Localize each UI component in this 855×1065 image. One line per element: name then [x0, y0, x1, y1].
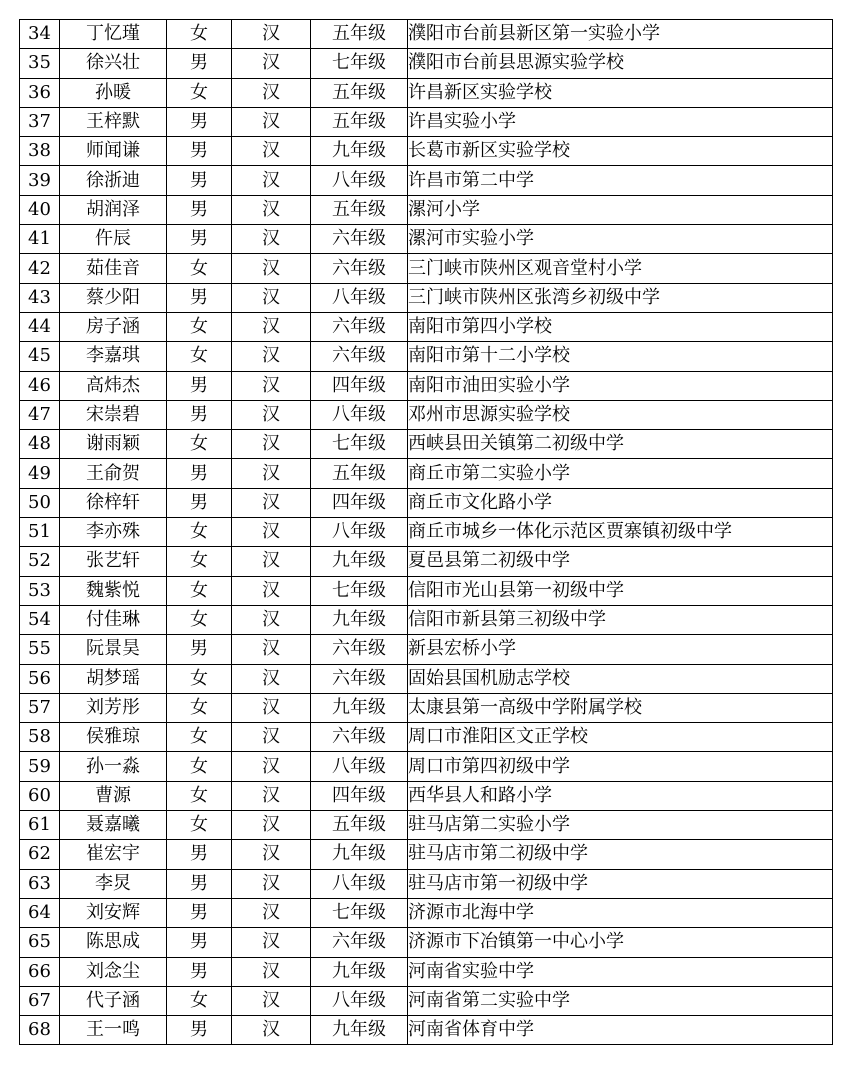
table-row: [20, 693, 833, 722]
table-row: [20, 518, 833, 547]
gender-cell: 女: [167, 547, 232, 576]
row-number-cell: 48: [20, 430, 60, 459]
grade-cell: 七年级: [311, 49, 408, 78]
row-number-cell: 59: [20, 752, 60, 781]
gender-cell: 男: [167, 869, 232, 898]
gender-cell: 女: [167, 342, 232, 371]
row-number-cell: 49: [20, 459, 60, 488]
ethnicity-cell: 汉: [232, 635, 311, 664]
gender-cell: 女: [167, 312, 232, 341]
school-cell: 濮阳市台前县思源实验学校: [408, 49, 833, 78]
student-roster-sheet: [19, 19, 833, 1045]
gender-cell: 男: [167, 928, 232, 957]
grade-cell: 五年级: [311, 107, 408, 136]
school-cell: 驻马店第二实验小学: [408, 811, 833, 840]
school-cell: 长葛市新区实验学校: [408, 137, 833, 166]
gender-cell: 女: [167, 576, 232, 605]
grade-cell: 六年级: [311, 342, 408, 371]
row-number-cell: 57: [20, 693, 60, 722]
gender-cell: 男: [167, 137, 232, 166]
gender-cell: 男: [167, 195, 232, 224]
table-row: [20, 137, 833, 166]
student-name-cell: 李炅: [60, 869, 167, 898]
row-number-cell: 35: [20, 49, 60, 78]
table-row: [20, 459, 833, 488]
grade-cell: 八年级: [311, 283, 408, 312]
ethnicity-cell: 汉: [232, 664, 311, 693]
grade-cell: 六年级: [311, 312, 408, 341]
student-name-cell: 孙一淼: [60, 752, 167, 781]
school-cell: 济源市北海中学: [408, 898, 833, 927]
grade-cell: 六年级: [311, 664, 408, 693]
school-cell: 漯河小学: [408, 195, 833, 224]
school-cell: 河南省体育中学: [408, 1016, 833, 1045]
table-row: [20, 254, 833, 283]
grade-cell: 五年级: [311, 20, 408, 49]
ethnicity-cell: 汉: [232, 371, 311, 400]
gender-cell: 男: [167, 488, 232, 517]
roster-body: [20, 20, 833, 1045]
grade-cell: 八年级: [311, 986, 408, 1015]
row-number-cell: 66: [20, 957, 60, 986]
ethnicity-cell: 汉: [232, 1016, 311, 1045]
student-name-cell: 李嘉琪: [60, 342, 167, 371]
gender-cell: 女: [167, 254, 232, 283]
grade-cell: 四年级: [311, 781, 408, 810]
school-cell: 许昌市第二中学: [408, 166, 833, 195]
grade-cell: 八年级: [311, 752, 408, 781]
row-number-cell: 52: [20, 547, 60, 576]
ethnicity-cell: 汉: [232, 869, 311, 898]
gender-cell: 女: [167, 78, 232, 107]
table-row: [20, 1016, 833, 1045]
table-row: [20, 195, 833, 224]
school-cell: 河南省实验中学: [408, 957, 833, 986]
gender-cell: 女: [167, 986, 232, 1015]
ethnicity-cell: 汉: [232, 342, 311, 371]
table-row: [20, 928, 833, 957]
row-number-cell: 68: [20, 1016, 60, 1045]
school-cell: 三门峡市陕州区张湾乡初级中学: [408, 283, 833, 312]
gender-cell: 男: [167, 225, 232, 254]
school-cell: 南阳市第四小学校: [408, 312, 833, 341]
ethnicity-cell: 汉: [232, 928, 311, 957]
student-name-cell: 高炜杰: [60, 371, 167, 400]
grade-cell: 八年级: [311, 166, 408, 195]
table-row: [20, 49, 833, 78]
grade-cell: 八年级: [311, 869, 408, 898]
student-name-cell: 胡梦瑶: [60, 664, 167, 693]
ethnicity-cell: 汉: [232, 488, 311, 517]
grade-cell: 五年级: [311, 195, 408, 224]
student-name-cell: 蔡少阳: [60, 283, 167, 312]
student-name-cell: 刘芳彤: [60, 693, 167, 722]
ethnicity-cell: 汉: [232, 459, 311, 488]
grade-cell: 五年级: [311, 811, 408, 840]
student-name-cell: 张艺轩: [60, 547, 167, 576]
table-row: [20, 752, 833, 781]
row-number-cell: 34: [20, 20, 60, 49]
school-cell: 邓州市思源实验学校: [408, 400, 833, 429]
gender-cell: 女: [167, 664, 232, 693]
grade-cell: 六年级: [311, 928, 408, 957]
school-cell: 济源市下冶镇第一中心小学: [408, 928, 833, 957]
student-name-cell: 徐浙迪: [60, 166, 167, 195]
gender-cell: 女: [167, 781, 232, 810]
gender-cell: 女: [167, 20, 232, 49]
row-number-cell: 40: [20, 195, 60, 224]
student-name-cell: 孙暖: [60, 78, 167, 107]
school-cell: 商丘市文化路小学: [408, 488, 833, 517]
grade-cell: 九年级: [311, 693, 408, 722]
grade-cell: 九年级: [311, 1016, 408, 1045]
ethnicity-cell: 汉: [232, 312, 311, 341]
ethnicity-cell: 汉: [232, 518, 311, 547]
gender-cell: 男: [167, 371, 232, 400]
row-number-cell: 47: [20, 400, 60, 429]
school-cell: 周口市淮阳区文正学校: [408, 723, 833, 752]
grade-cell: 七年级: [311, 898, 408, 927]
ethnicity-cell: 汉: [232, 957, 311, 986]
school-cell: 西华县人和路小学: [408, 781, 833, 810]
school-cell: 河南省第二实验中学: [408, 986, 833, 1015]
table-row: [20, 166, 833, 195]
row-number-cell: 60: [20, 781, 60, 810]
grade-cell: 五年级: [311, 78, 408, 107]
school-cell: 漯河市实验小学: [408, 225, 833, 254]
ethnicity-cell: 汉: [232, 166, 311, 195]
gender-cell: 男: [167, 283, 232, 312]
ethnicity-cell: 汉: [232, 781, 311, 810]
student-name-cell: 王梓默: [60, 107, 167, 136]
student-name-cell: 王一鸣: [60, 1016, 167, 1045]
row-number-cell: 45: [20, 342, 60, 371]
student-name-cell: 仵辰: [60, 225, 167, 254]
table-row: [20, 107, 833, 136]
school-cell: 新县宏桥小学: [408, 635, 833, 664]
row-number-cell: 56: [20, 664, 60, 693]
student-name-cell: 谢雨颖: [60, 430, 167, 459]
student-name-cell: 聂嘉曦: [60, 811, 167, 840]
row-number-cell: 38: [20, 137, 60, 166]
school-cell: 南阳市油田实验小学: [408, 371, 833, 400]
table-row: [20, 430, 833, 459]
school-cell: 商丘市城乡一体化示范区贾寨镇初级中学: [408, 518, 833, 547]
student-name-cell: 曹源: [60, 781, 167, 810]
table-row: [20, 664, 833, 693]
ethnicity-cell: 汉: [232, 752, 311, 781]
ethnicity-cell: 汉: [232, 283, 311, 312]
row-number-cell: 36: [20, 78, 60, 107]
student-name-cell: 徐兴壮: [60, 49, 167, 78]
table-row: [20, 371, 833, 400]
row-number-cell: 50: [20, 488, 60, 517]
table-row: [20, 898, 833, 927]
gender-cell: 男: [167, 840, 232, 869]
grade-cell: 四年级: [311, 371, 408, 400]
row-number-cell: 37: [20, 107, 60, 136]
ethnicity-cell: 汉: [232, 254, 311, 283]
table-row: [20, 957, 833, 986]
grade-cell: 九年级: [311, 957, 408, 986]
student-name-cell: 茹佳音: [60, 254, 167, 283]
student-name-cell: 侯雅琼: [60, 723, 167, 752]
school-cell: 周口市第四初级中学: [408, 752, 833, 781]
gender-cell: 男: [167, 166, 232, 195]
gender-cell: 男: [167, 957, 232, 986]
ethnicity-cell: 汉: [232, 195, 311, 224]
student-name-cell: 徐梓轩: [60, 488, 167, 517]
student-name-cell: 宋崇碧: [60, 400, 167, 429]
gender-cell: 男: [167, 107, 232, 136]
grade-cell: 九年级: [311, 605, 408, 634]
school-cell: 信阳市新县第三初级中学: [408, 605, 833, 634]
row-number-cell: 64: [20, 898, 60, 927]
row-number-cell: 62: [20, 840, 60, 869]
ethnicity-cell: 汉: [232, 986, 311, 1015]
grade-cell: 九年级: [311, 840, 408, 869]
student-name-cell: 王俞贺: [60, 459, 167, 488]
ethnicity-cell: 汉: [232, 811, 311, 840]
grade-cell: 七年级: [311, 576, 408, 605]
row-number-cell: 46: [20, 371, 60, 400]
ethnicity-cell: 汉: [232, 723, 311, 752]
gender-cell: 女: [167, 430, 232, 459]
row-number-cell: 61: [20, 811, 60, 840]
gender-cell: 男: [167, 635, 232, 664]
gender-cell: 女: [167, 518, 232, 547]
ethnicity-cell: 汉: [232, 576, 311, 605]
table-row: [20, 400, 833, 429]
table-row: [20, 986, 833, 1015]
table-row: [20, 605, 833, 634]
table-row: [20, 283, 833, 312]
school-cell: 驻马店市第一初级中学: [408, 869, 833, 898]
grade-cell: 七年级: [311, 430, 408, 459]
ethnicity-cell: 汉: [232, 78, 311, 107]
row-number-cell: 65: [20, 928, 60, 957]
table-row: [20, 342, 833, 371]
gender-cell: 女: [167, 723, 232, 752]
ethnicity-cell: 汉: [232, 107, 311, 136]
table-row: [20, 312, 833, 341]
grade-cell: 八年级: [311, 400, 408, 429]
student-name-cell: 代子涵: [60, 986, 167, 1015]
table-row: [20, 811, 833, 840]
row-number-cell: 39: [20, 166, 60, 195]
row-number-cell: 51: [20, 518, 60, 547]
row-number-cell: 63: [20, 869, 60, 898]
gender-cell: 女: [167, 605, 232, 634]
grade-cell: 六年级: [311, 723, 408, 752]
ethnicity-cell: 汉: [232, 547, 311, 576]
student-name-cell: 刘念尘: [60, 957, 167, 986]
ethnicity-cell: 汉: [232, 840, 311, 869]
ethnicity-cell: 汉: [232, 225, 311, 254]
school-cell: 固始县国机励志学校: [408, 664, 833, 693]
student-name-cell: 陈思成: [60, 928, 167, 957]
ethnicity-cell: 汉: [232, 20, 311, 49]
row-number-cell: 54: [20, 605, 60, 634]
school-cell: 三门峡市陕州区观音堂村小学: [408, 254, 833, 283]
ethnicity-cell: 汉: [232, 137, 311, 166]
row-number-cell: 58: [20, 723, 60, 752]
gender-cell: 女: [167, 752, 232, 781]
row-number-cell: 67: [20, 986, 60, 1015]
grade-cell: 四年级: [311, 488, 408, 517]
table-row: [20, 840, 833, 869]
table-row: [20, 869, 833, 898]
row-number-cell: 55: [20, 635, 60, 664]
ethnicity-cell: 汉: [232, 430, 311, 459]
gender-cell: 女: [167, 811, 232, 840]
table-row: [20, 781, 833, 810]
table-row: [20, 635, 833, 664]
school-cell: 许昌新区实验学校: [408, 78, 833, 107]
school-cell: 南阳市第十二小学校: [408, 342, 833, 371]
grade-cell: 八年级: [311, 518, 408, 547]
student-name-cell: 阮景昊: [60, 635, 167, 664]
table-row: [20, 488, 833, 517]
student-name-cell: 丁忆瑾: [60, 20, 167, 49]
row-number-cell: 44: [20, 312, 60, 341]
school-cell: 驻马店市第二初级中学: [408, 840, 833, 869]
school-cell: 信阳市光山县第一初级中学: [408, 576, 833, 605]
ethnicity-cell: 汉: [232, 400, 311, 429]
table-row: [20, 78, 833, 107]
gender-cell: 男: [167, 1016, 232, 1045]
grade-cell: 六年级: [311, 254, 408, 283]
ethnicity-cell: 汉: [232, 693, 311, 722]
table-row: [20, 547, 833, 576]
student-name-cell: 刘安辉: [60, 898, 167, 927]
ethnicity-cell: 汉: [232, 898, 311, 927]
school-cell: 许昌实验小学: [408, 107, 833, 136]
grade-cell: 九年级: [311, 137, 408, 166]
student-name-cell: 师闻谦: [60, 137, 167, 166]
gender-cell: 男: [167, 400, 232, 429]
gender-cell: 男: [167, 49, 232, 78]
student-name-cell: 付佳琳: [60, 605, 167, 634]
student-name-cell: 房子涵: [60, 312, 167, 341]
grade-cell: 六年级: [311, 635, 408, 664]
row-number-cell: 42: [20, 254, 60, 283]
student-name-cell: 李亦殊: [60, 518, 167, 547]
student-roster-table: [19, 19, 833, 1045]
table-row: [20, 576, 833, 605]
row-number-cell: 41: [20, 225, 60, 254]
gender-cell: 男: [167, 898, 232, 927]
table-row: [20, 225, 833, 254]
row-number-cell: 43: [20, 283, 60, 312]
table-row: [20, 723, 833, 752]
student-name-cell: 魏紫悦: [60, 576, 167, 605]
gender-cell: 女: [167, 693, 232, 722]
ethnicity-cell: 汉: [232, 49, 311, 78]
school-cell: 濮阳市台前县新区第一实验小学: [408, 20, 833, 49]
ethnicity-cell: 汉: [232, 605, 311, 634]
school-cell: 商丘市第二实验小学: [408, 459, 833, 488]
table-row: [20, 20, 833, 49]
school-cell: 太康县第一高级中学附属学校: [408, 693, 833, 722]
school-cell: 夏邑县第二初级中学: [408, 547, 833, 576]
gender-cell: 男: [167, 459, 232, 488]
grade-cell: 六年级: [311, 225, 408, 254]
school-cell: 西峡县田关镇第二初级中学: [408, 430, 833, 459]
grade-cell: 五年级: [311, 459, 408, 488]
student-name-cell: 胡润泽: [60, 195, 167, 224]
row-number-cell: 53: [20, 576, 60, 605]
grade-cell: 九年级: [311, 547, 408, 576]
student-name-cell: 崔宏宇: [60, 840, 167, 869]
